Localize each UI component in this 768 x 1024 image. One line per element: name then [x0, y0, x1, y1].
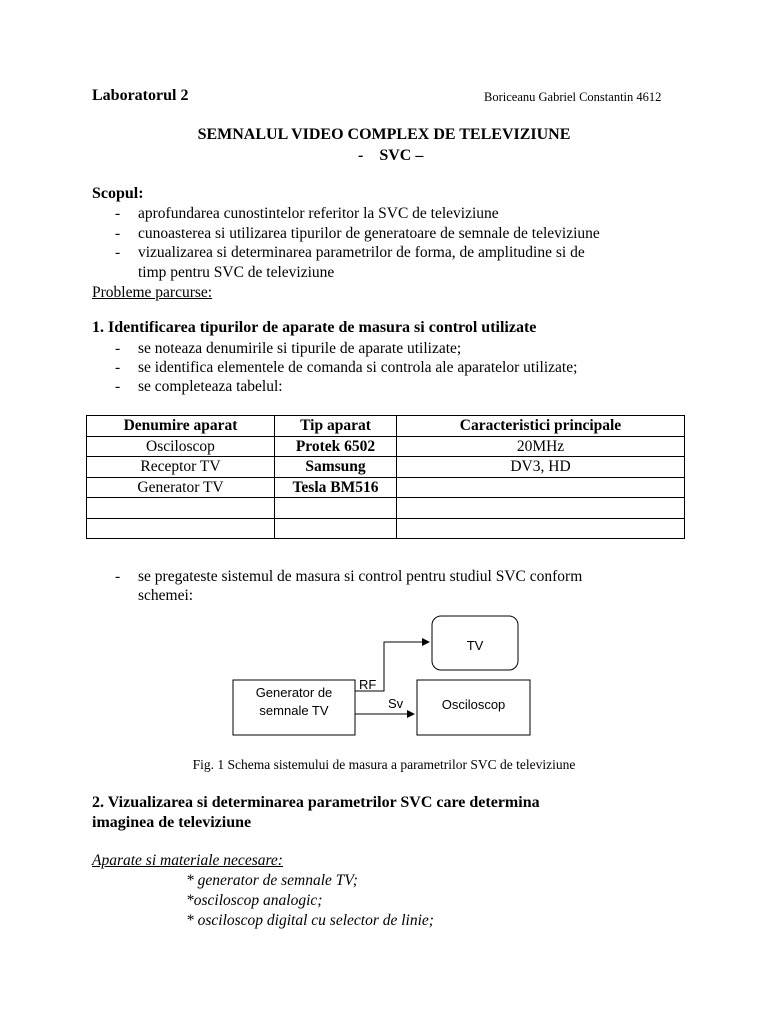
materials-item: *osciloscop analogic;	[186, 892, 323, 909]
table-cell: Osciloscop	[87, 436, 275, 457]
table-cell: Tesla BM516	[275, 477, 397, 498]
table-cell: Receptor TV	[87, 457, 275, 478]
scope-item: cunoasterea si utilizarea tipurilor de generatoare de semnale de televiziune	[138, 225, 600, 242]
scope-item: vizualizarea si determinarea parametrilor de forma, de amplitudine si de	[138, 244, 585, 261]
setup-item: se pregateste sistemul de masura si control pentru studiul SVC conform	[138, 568, 583, 585]
bullet-dash: -	[115, 359, 121, 376]
scope-item: aprofundarea cunostintelor referitor la SVC de televiziune	[138, 205, 499, 222]
materials-heading: Aparate si materiale necesare:	[92, 852, 283, 869]
document-subtitle: - SVC –	[358, 147, 424, 164]
bullet-dash: -	[115, 568, 121, 585]
rf-label: RF	[359, 677, 377, 692]
section2-heading: 2. Vizualizarea si determinarea parametrilor SVC care determina	[92, 794, 540, 811]
materials-item: * generator de semnale TV;	[186, 872, 358, 889]
materials-item: * osciloscop digital cu selector de linie;	[186, 912, 434, 929]
sv-label: Sv	[388, 696, 404, 711]
figure-caption: Fig. 1 Schema sistemului de masura a parametrilor SVC de televiziune	[192, 757, 576, 772]
table-cell: Protek 6502	[275, 436, 397, 457]
lab-title: Laboratorul 2	[92, 87, 189, 104]
section1-item: se completeaza tabelul:	[138, 378, 283, 395]
section1-item: se noteaza denumirile si tipurile de aparate utilizate;	[138, 340, 462, 357]
section1-item: se identifica elementele de comanda si controla ale aparatelor utilizate;	[138, 359, 578, 376]
bullet-dash: -	[115, 225, 121, 242]
table-cell: Samsung	[275, 457, 397, 478]
section2-heading-continuation: imaginea de televiziune	[92, 814, 252, 831]
table-cell: Generator TV	[87, 477, 275, 498]
scope-heading: Scopul:	[92, 185, 144, 202]
oscilloscope-label: Osciloscop	[441, 697, 506, 712]
column-header: Caracteristici principale	[397, 416, 685, 437]
table-cell: 20MHz	[397, 436, 685, 457]
bullet-dash: -	[115, 205, 121, 222]
generator-label-line1: Generator de	[255, 685, 333, 700]
probleme-heading: Probleme parcurse:	[92, 284, 213, 301]
section1-heading: 1. Identificarea tipurilor de aparate de masura si control utilizate	[92, 319, 537, 336]
document-title: SEMNALUL VIDEO COMPLEX DE TELEVIZIUNE	[197, 126, 571, 143]
bullet-dash: -	[115, 244, 121, 261]
scope-item-continuation: timp pentru SVC de televiziune	[138, 264, 335, 281]
tv-label: TV	[466, 638, 484, 653]
bullet-dash: -	[115, 340, 121, 357]
table-cell: DV3, HD	[397, 457, 685, 478]
column-header: Denumire aparat	[87, 416, 275, 437]
generator-label-line2: semnale TV	[259, 703, 329, 718]
author-name: Boriceanu Gabriel Constantin 4612	[484, 90, 662, 104]
bullet-dash: -	[115, 378, 121, 395]
column-header: Tip aparat	[275, 416, 397, 437]
setup-item-continuation: schemei:	[138, 587, 194, 604]
